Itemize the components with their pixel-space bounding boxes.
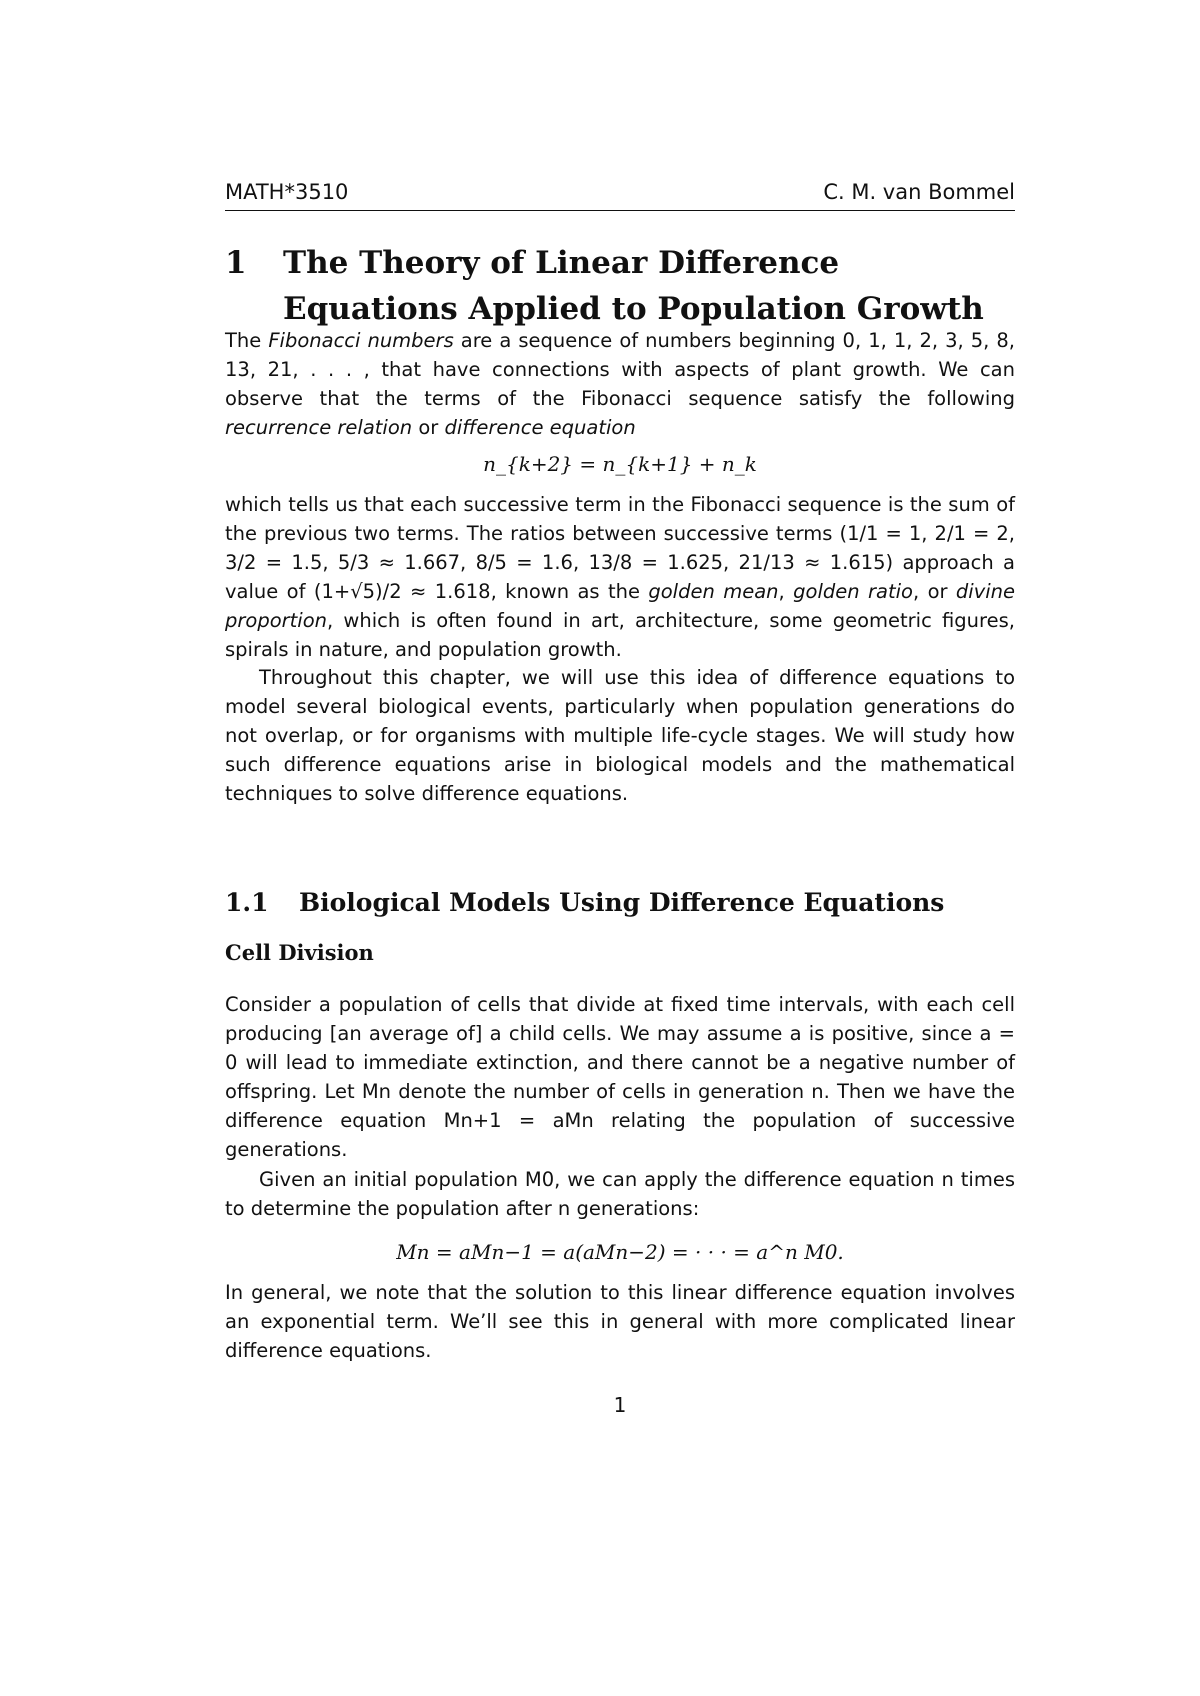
chapter-title: The Theory of Linear Difference Equations Applied to Population Growth xyxy=(283,245,984,327)
running-header xyxy=(225,178,1015,211)
intro-paragraph-2 xyxy=(225,490,1015,664)
cell-paragraph-3: In general, we note that the solution to this linear difference equation involves an exponential term. We’ll see this in general with more complicated linear difference equations. xyxy=(225,1281,1015,1362)
text-run: or xyxy=(412,416,445,439)
subsection-heading: Cell Division xyxy=(225,940,374,965)
intro-paragraph-1 xyxy=(225,326,1015,442)
equation-text: n_{k+2} = n_{k+1} + n_k xyxy=(483,452,757,476)
section-title: Biological Models Using Difference Equations xyxy=(299,888,945,917)
term-golden-ratio: golden ratio xyxy=(793,580,913,603)
section-heading xyxy=(225,888,944,917)
cell-paragraph-2: Given an initial population M0, we can apply the difference equation n times to determine the population after n generations: xyxy=(225,1168,1015,1220)
population-equation xyxy=(225,1240,1015,1264)
section-number: 1.1 xyxy=(225,888,269,917)
term-difference-equation: difference equation xyxy=(444,416,636,439)
equation-text: Mn = aMn−1 = a(aMn−2) = · · · = a^n M0. xyxy=(396,1240,844,1264)
chapter-heading xyxy=(225,240,1015,332)
term-divine-proportion: divine proportion xyxy=(225,580,1016,632)
chapter-number: 1 xyxy=(225,245,247,281)
fibonacci-equation xyxy=(225,452,1015,476)
intro-paragraph-3: Throughout this chapter, we will use this idea of difference equations to model several biological events, particularly when population generations do not overlap, or for organisms with multiple life-cycle stages. We will study how such difference equations arise in biological models and the mathematical techniques to solve difference equations. xyxy=(225,666,1015,805)
author-name: C. M. van Bommel xyxy=(823,180,1015,204)
text-run: , which is often found in art, architecture, some geometric figures, spirals in nature, and population growth. xyxy=(225,609,1015,661)
term-fibonacci: Fibonacci numbers xyxy=(268,329,454,352)
cell-paragraph-1: Consider a population of cells that divide at fixed time intervals, with each cell producing [an average of] a child cells. We may assume a is positive, since a = 0 will lead to immediate extinction, and there cannot be a negative number of offspring. Let Mn denote the number of cells in generation n. Then we have the difference equation Mn+1 = aMn relating the population of successive generations. xyxy=(225,993,1015,1161)
term-golden-mean: golden mean xyxy=(648,580,779,603)
course-code: MATH*3510 xyxy=(225,180,349,204)
term-recurrence: recurrence relation xyxy=(225,416,413,439)
page-number: 1 xyxy=(613,1393,627,1417)
text-run: are a sequence of numbers beginning 0, 1, 1, 2, 3, 5, 8, 13, 21, . . . , that have connections with aspects of plant growth. We can observe that the terms of the Fibonacci sequence satisfy the following xyxy=(225,329,1016,410)
text-run: , xyxy=(778,580,794,603)
text-run: , or xyxy=(912,580,956,603)
text-run: which tells us that each successive term in the Fibonacci sequence is the sum of the previous two terms. The ratios between successive terms (1/1 = 1, 2/1 = 2, 3/2 = 1.5, 5/3 ≈ 1.667, 8/5 = 1.6, 13/8 = 1.625, 21/13 ≈ 1.615) approach a value of (1+√5)/2 ≈ 1.618, known as the xyxy=(225,493,1015,603)
text-run: The xyxy=(225,329,269,352)
